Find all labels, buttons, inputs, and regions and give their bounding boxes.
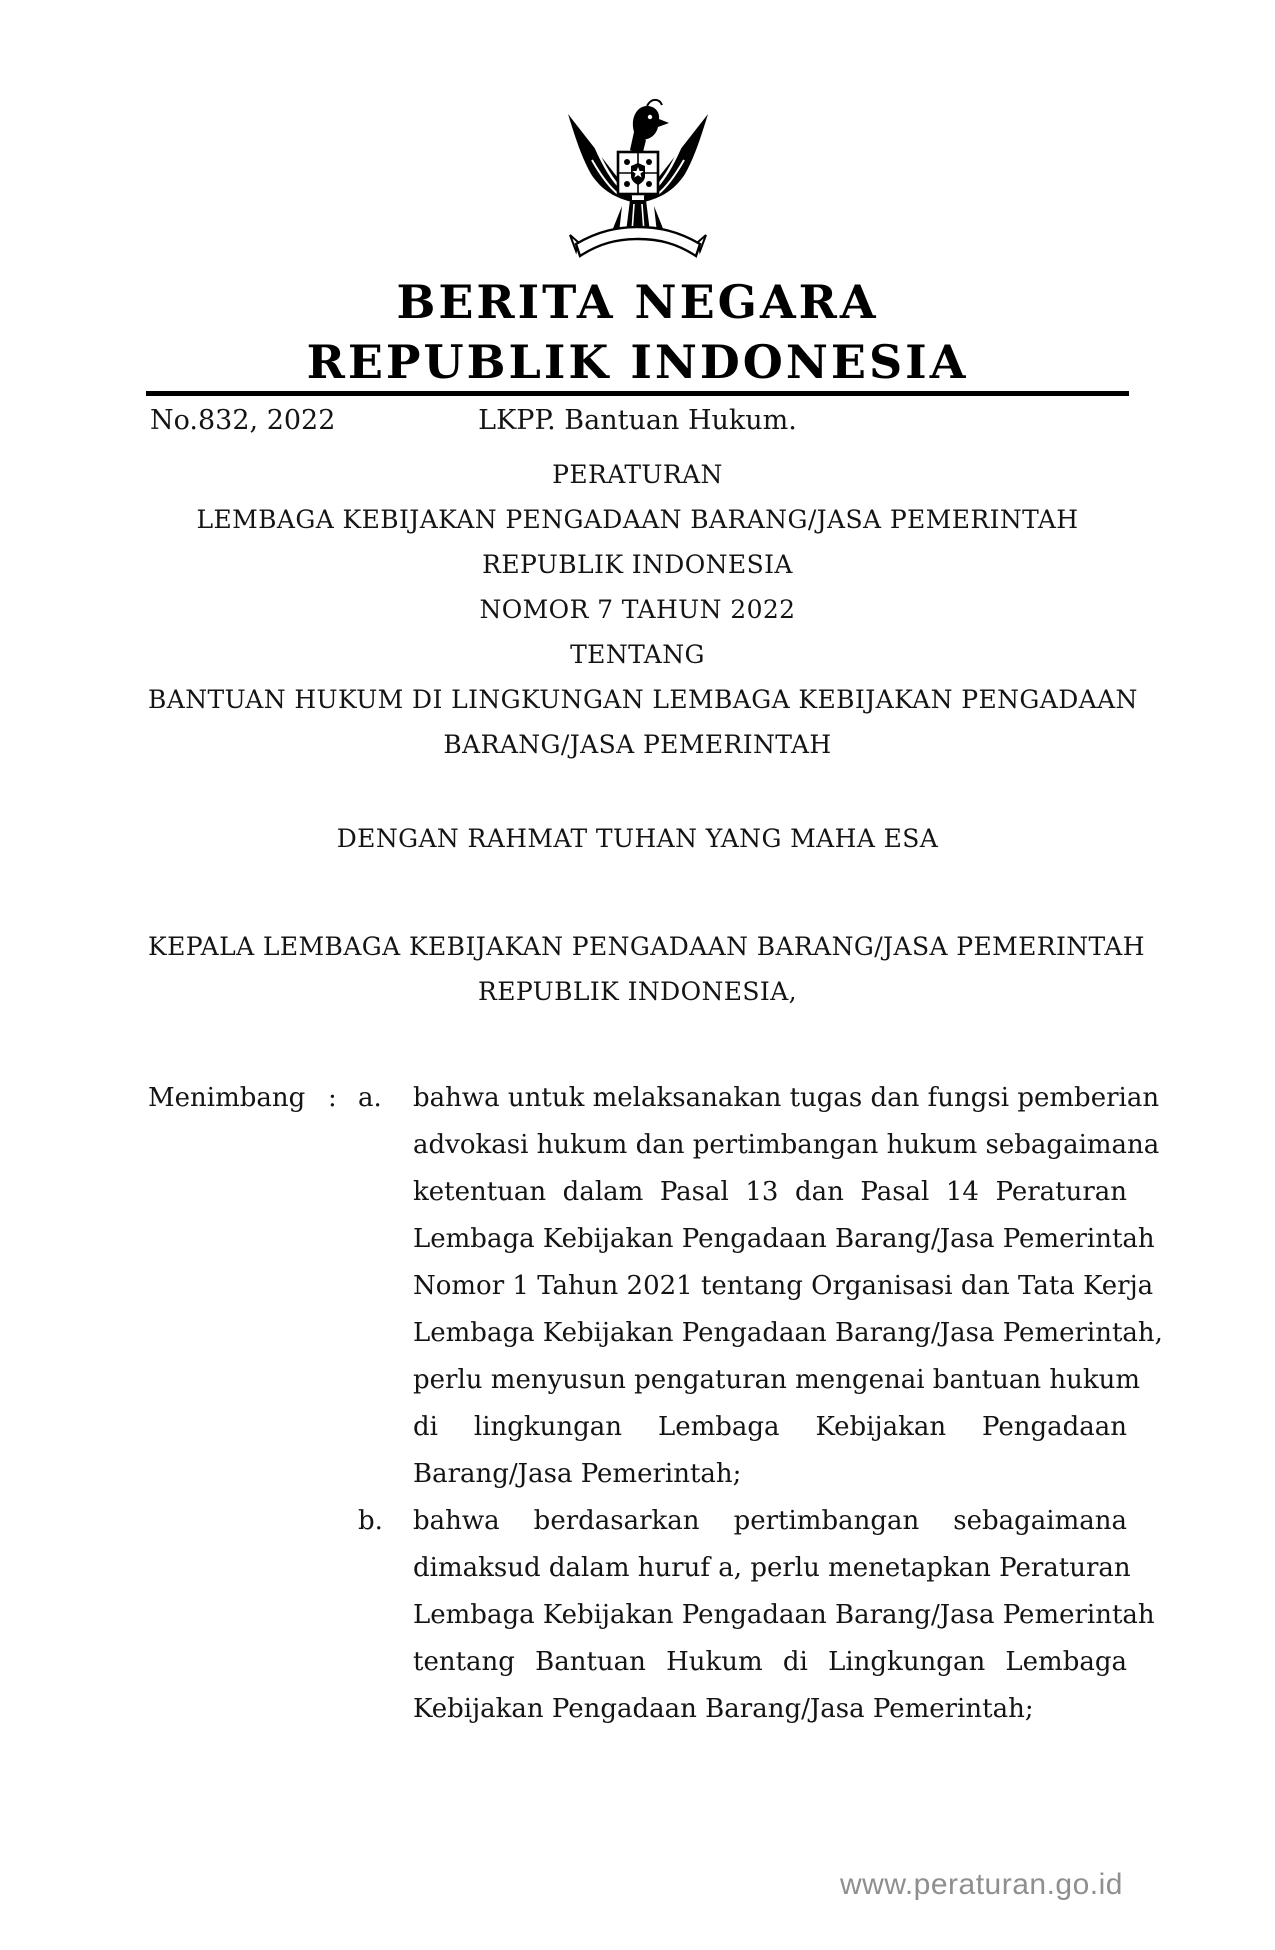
regulation-title-line: PERATURAN: [552, 460, 723, 489]
garuda-head: [630, 100, 669, 156]
consideration-item: [358, 1498, 1155, 1733]
consideration-line: Lembaga Kebijakan Pengadaan Barang/Jasa Pemerintah,: [413, 1318, 1163, 1348]
invocation-block: [148, 816, 1127, 861]
consideration-line: perlu menyusun pengaturan mengenai bantuan hukum: [413, 1365, 1141, 1395]
issue-subject: LKPP. Bantuan Hukum.: [478, 405, 797, 436]
consideration-line: Kebijakan Pengadaan Barang/Jasa Pemerintah;: [413, 1694, 1034, 1724]
gazette-title-line-1: BERITA NEGARA: [396, 275, 879, 329]
consideration-line: tentang Bantuan Hukum di Lingkungan Lembaga: [413, 1647, 1127, 1677]
consideration-line: Nomor 1 Tahun 2021 tentang Organisasi dan Tata Kerja: [413, 1271, 1154, 1301]
consideration-item-marker: a.: [358, 1083, 382, 1113]
consideration-item-marker: b.: [358, 1506, 383, 1536]
authority-line: KEPALA LEMBAGA KEBIJAKAN PENGADAAN BARANG/JASA PEMERINTAH: [148, 932, 1145, 961]
consideration-line: Lembaga Kebijakan Pengadaan Barang/Jasa Pemerintah: [413, 1600, 1155, 1630]
issue-number: No.832, 2022: [150, 405, 336, 436]
consideration-line: bahwa berdasarkan pertimbangan sebagaimana: [413, 1506, 1127, 1536]
garuda-pancasila-emblem: [564, 96, 712, 262]
consideration-item-text: [413, 1075, 1163, 1498]
consideration-line: Barang/Jasa Pemerintah;: [413, 1459, 742, 1489]
regulation-title-line: NOMOR 7 TAHUN 2022: [479, 595, 796, 624]
masthead-rule: [146, 391, 1129, 396]
consideration-line: bahwa untuk melaksanakan tugas dan fungsi pemberian: [413, 1083, 1160, 1113]
consideration-item-text: [413, 1498, 1155, 1733]
regulation-title-line: LEMBAGA KEBIJAKAN PENGADAAN BARANG/JASA PEMERINTAH: [196, 505, 1079, 534]
considerations-colon: :: [328, 1083, 337, 1113]
invocation-line: DENGAN RAHMAT TUHAN YANG MAHA ESA: [336, 824, 939, 853]
regulation-title-line: REPUBLIK INDONESIA: [482, 550, 793, 579]
regulation-title-line: BANTUAN HUKUM DI LINGKUNGAN LEMBAGA KEBIJAKAN PENGADAAN: [148, 685, 1138, 714]
source-website-watermark: www.peraturan.go.id: [840, 1868, 1123, 1901]
considerations-label: Menimbang: [148, 1083, 306, 1113]
consideration-line: di lingkungan Lembaga Kebijakan Pengadaan: [413, 1412, 1127, 1442]
page-content: [148, 0, 1163, 1950]
gazette-title-line-2: REPUBLIK INDONESIA: [306, 335, 969, 389]
consideration-item: [358, 1075, 1163, 1498]
motto-ribbon: [570, 227, 706, 256]
regulation-title-line: BARANG/JASA PEMERINTAH: [443, 730, 832, 759]
authority-line: REPUBLIK INDONESIA,: [477, 977, 797, 1006]
regulation-title-line: TENTANG: [570, 640, 705, 669]
issuing-authority-block: [148, 924, 1145, 1014]
considerations-items: [358, 1075, 1163, 1733]
consideration-line: dimaksud dalam huruf a, perlu menetapkan Peraturan: [413, 1553, 1131, 1583]
consideration-line: advokasi hukum dan pertimbangan hukum sebagaimana: [413, 1130, 1160, 1160]
pancasila-shield: [618, 152, 658, 194]
regulation-title-block: [148, 452, 1138, 767]
consideration-line: Lembaga Kebijakan Pengadaan Barang/Jasa Pemerintah: [413, 1224, 1155, 1254]
consideration-line: ketentuan dalam Pasal 13 dan Pasal 14 Peraturan: [413, 1177, 1127, 1207]
